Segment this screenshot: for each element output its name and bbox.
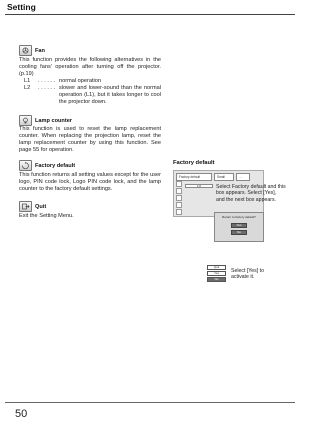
figure-heading: Factory default: [173, 160, 215, 166]
fan-option-desc: normal operation: [59, 78, 101, 85]
factory-default-title: Factory default: [35, 162, 76, 169]
fan-title: Fan: [35, 47, 45, 54]
menu-side-icon: [176, 181, 182, 187]
quit-no-button: No: [207, 277, 226, 282]
menu-selection: 1/2: [185, 184, 213, 188]
fan-option-l1: [19, 78, 161, 85]
menu-icon-column: [176, 181, 182, 215]
fan-heading: [19, 45, 45, 56]
menu-side-icon: [176, 195, 182, 201]
fan-option-key: L1: [24, 78, 31, 85]
quit-icon: [19, 201, 32, 212]
menu-tab-bar: [176, 173, 261, 179]
menu-side-icon: [176, 209, 182, 215]
page-title: Setting: [7, 2, 36, 12]
callout-select-factory-default: Select Factory default and this box appears. Select [Yes], and the next box appears.: [216, 184, 286, 203]
fan-option-l2: [19, 85, 161, 106]
quit-title: Quit: [35, 203, 47, 210]
quit-heading: [19, 201, 46, 212]
quit-body: Exit the Setting Menu.: [19, 213, 74, 219]
quit-menu-screenshot: [207, 265, 226, 283]
fan-option-key: L2: [24, 85, 31, 92]
factory-default-icon: [19, 160, 32, 171]
fan-description: This function provides the following alternatives in the cooling fans' operation after turning off the projector. (p.19): [19, 57, 161, 78]
menu-tab: Small: [214, 173, 234, 181]
lamp-counter-body: This function is used to reset the lamp replacement counter. When replacing the projection lamp, reset the lamp replacement counter by using this function. See page 55 for operation.: [19, 126, 161, 154]
menu-tab: Factory default: [176, 173, 212, 181]
title-rule: [5, 14, 295, 15]
quit-yes-button: Yes: [207, 271, 226, 276]
lamp-counter-heading: [19, 115, 72, 126]
fan-body: [19, 57, 161, 106]
quit-menu-button: Quit: [207, 265, 226, 270]
footer-rule: [5, 402, 295, 403]
page-number: 50: [15, 408, 28, 420]
menu-side-icon: [176, 202, 182, 208]
confirm-dialog: [214, 212, 264, 242]
factory-default-heading: [19, 160, 75, 171]
dialog-no-button: No: [231, 230, 247, 235]
lamp-counter-title: Lamp counter: [35, 117, 72, 124]
dialog-yes-button: Yes: [231, 223, 247, 228]
callout-select-yes: Select [Yes] to activate it.: [231, 268, 264, 281]
menu-tab: ...: [236, 173, 250, 181]
fan-option-dots: . . . . . .: [38, 85, 56, 92]
fan-option-desc: slower and lower-sound than the normal operation (L1), but it takes longer to cool the projector down.: [59, 85, 161, 106]
factory-default-body: This function returns all setting values except for the user logo, PIN code lock, Logo PIN code lock, and the lamp counter to the factory default settings.: [19, 172, 161, 193]
lamp-icon: [19, 115, 32, 126]
menu-side-icon: [176, 188, 182, 194]
dialog-title: Return to factory default?: [222, 215, 256, 219]
fan-icon: [19, 45, 32, 56]
fan-option-dots: . . . . . .: [38, 78, 56, 85]
